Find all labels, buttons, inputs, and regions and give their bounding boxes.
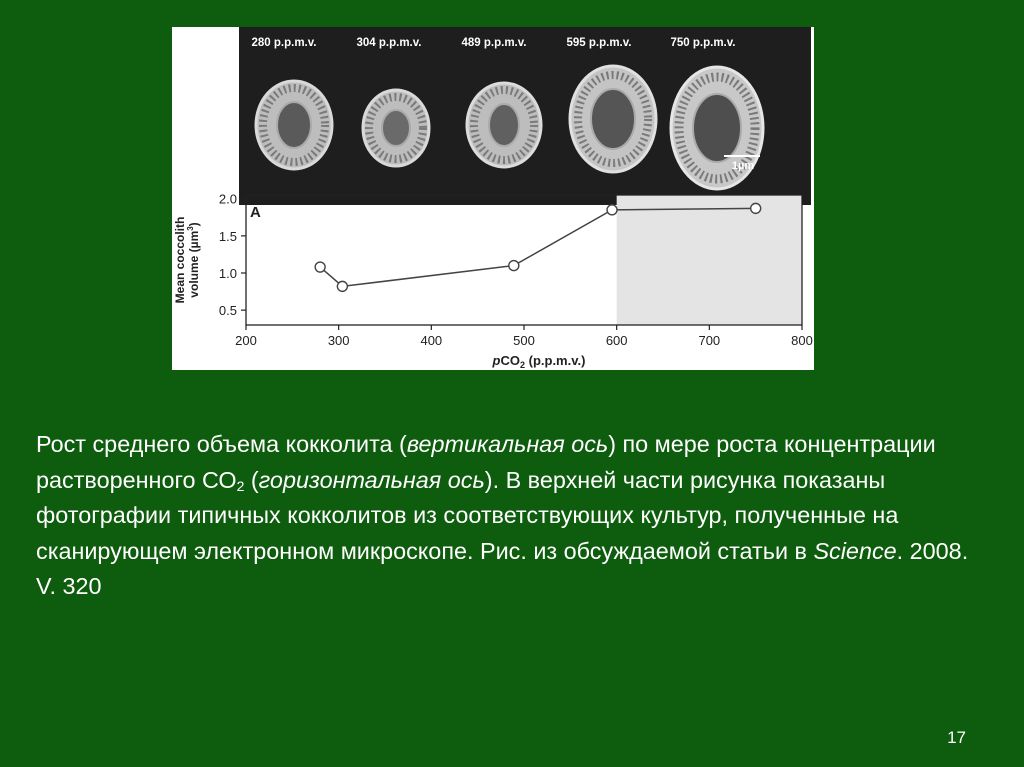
caption-text: . 2008. V. 320: [36, 537, 969, 599]
sem-label: 750 p.p.m.v.: [670, 37, 736, 49]
sem-label: 595 p.p.m.v.: [566, 37, 632, 49]
caption-italic: горизонтальная ось: [258, 466, 485, 493]
caption-text: Рост среднего объема кокколита (: [36, 431, 407, 457]
sem-label: 489 p.p.m.v.: [461, 37, 527, 49]
x-tick-label: 500: [513, 333, 535, 348]
data-point: [315, 262, 325, 272]
x-axis-label: [492, 353, 586, 370]
x-label-p: p: [492, 353, 501, 368]
caption-text: ) по мере роста концентрации растворенного СО: [36, 431, 936, 493]
y-tick-label: 0.5: [218, 303, 237, 319]
y-tick-label: 1.0: [218, 266, 237, 281]
data-point: [751, 203, 761, 213]
y-axis: [219, 192, 246, 318]
coccolith-image: [461, 77, 547, 173]
scale-bar-label: 1µm: [731, 160, 755, 172]
data-point: [509, 261, 519, 271]
caption-subscript: 2: [236, 477, 245, 494]
y-label-line1: Mean coccolith: [173, 216, 187, 304]
x-tick-label: 400: [420, 333, 443, 348]
coccolith-image: [251, 75, 337, 175]
x-label-co: CO: [500, 353, 520, 368]
coccolith-image: [665, 61, 769, 195]
caption-italic: вертикальная ось: [406, 431, 609, 457]
x-label-unit: (p.p.m.v.): [525, 353, 586, 368]
caption-text: (: [244, 466, 259, 493]
x-tick-label: 200: [235, 333, 257, 348]
scale-bar: [724, 155, 760, 157]
figure-panel: [172, 27, 814, 370]
panel-label: A: [250, 204, 261, 221]
x-tick-label: 600: [605, 333, 628, 348]
y-label-sup: 3: [186, 226, 195, 231]
coccolith-image: [357, 85, 435, 171]
y-label-line2: volume (µm: [187, 230, 201, 298]
x-axis: [235, 325, 813, 348]
y-axis-label: [173, 217, 201, 304]
sem-image-strip: [239, 27, 811, 205]
data-point: [607, 205, 617, 215]
slide-number: 17: [947, 728, 966, 747]
y-tick-label: 2.0: [218, 191, 237, 207]
data-point: [337, 281, 347, 291]
y-label-close: ): [187, 222, 201, 227]
coccolith-volume-chart: [172, 187, 814, 370]
caption-italic: Science: [813, 537, 897, 564]
sem-label: 280 p.p.m.v.: [251, 37, 317, 49]
x-tick-label: 700: [698, 333, 721, 348]
x-label-sub: 2: [520, 360, 526, 370]
caption-text: ). В верхней части рисунка показаны фотографии типичных кокколитов из соответствующих культур, полученные на сканирующем электронном микроскопе. Рис. из обсуждаемой статьи в: [36, 466, 899, 564]
x-tick-label: 800: [791, 333, 813, 348]
coccolith-image: [565, 61, 661, 177]
x-tick-label: 300: [327, 333, 350, 348]
shaded-region: [617, 195, 802, 325]
sem-label: 304 p.p.m.v.: [356, 37, 422, 49]
slide-caption: [36, 427, 986, 605]
y-tick-label: 1.5: [218, 228, 237, 244]
